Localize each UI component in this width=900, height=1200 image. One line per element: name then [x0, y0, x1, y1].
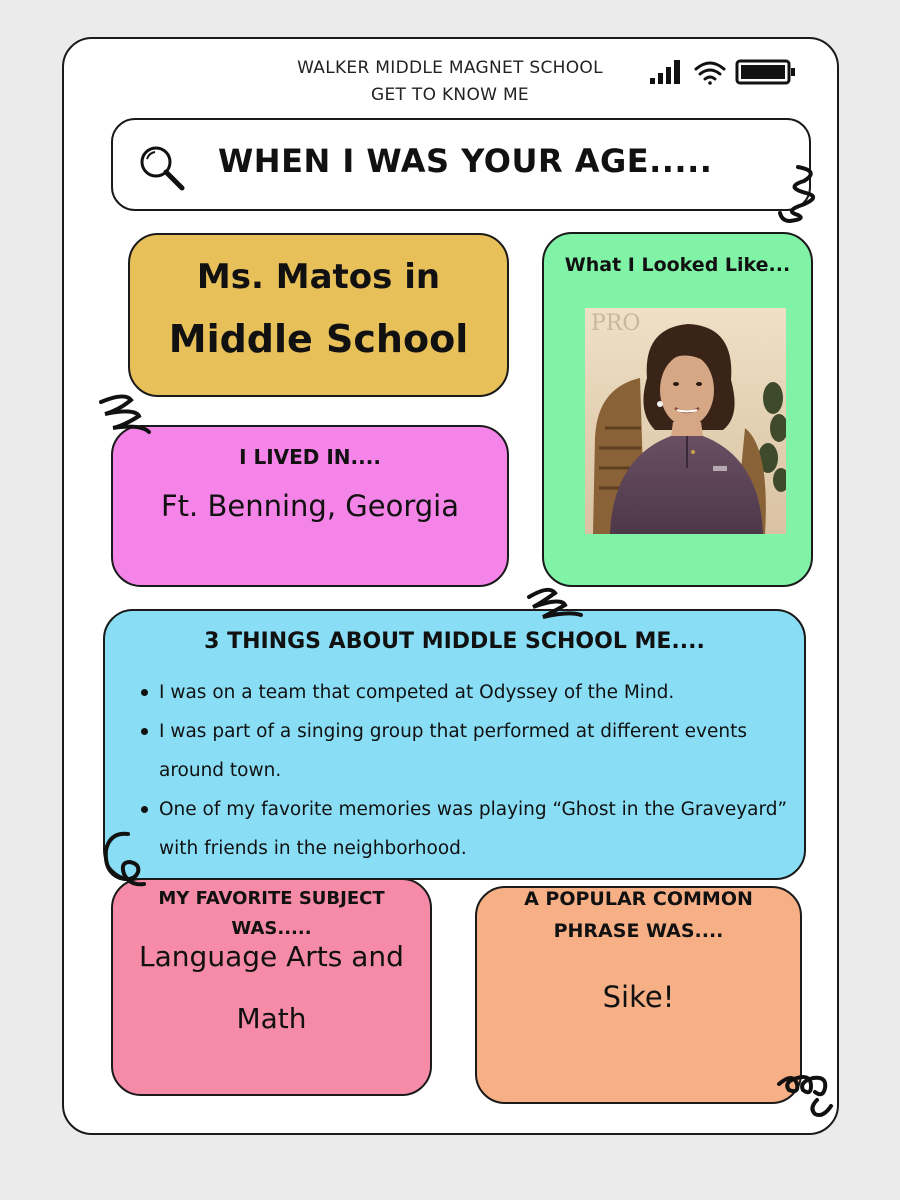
- subject-value-1: Language Arts and: [139, 940, 404, 973]
- signal-bars-icon: [650, 60, 680, 84]
- name-line-1: Ms. Matos in: [196, 257, 441, 297]
- lived-title: I LIVED IN....: [239, 445, 381, 469]
- name-card: [128, 233, 509, 397]
- things-card: [103, 609, 806, 880]
- phrase-card: [475, 886, 802, 1104]
- list-item: One of my favorite memories was playing “Ghost in the Graveyard” with friends in the neighborhood.: [139, 790, 799, 868]
- things-title: 3 THINGS ABOUT MIDDLE SCHOOL ME....: [204, 629, 705, 654]
- page-subtitle: GET TO KNOW ME: [371, 85, 529, 105]
- squiggle-decoration: [98, 828, 148, 890]
- subject-title-1: MY FAVORITE SUBJECT: [158, 888, 385, 909]
- list-item: I was part of a singing group that performed at different events around town.: [139, 712, 799, 790]
- things-list: [139, 673, 799, 868]
- magnifier-icon: [137, 144, 187, 192]
- phrase-value: Sike!: [602, 980, 675, 1014]
- list-item: I was on a team that competed at Odyssey of the Mind.: [139, 673, 799, 712]
- squiggle-decoration: [95, 390, 155, 440]
- school-name: WALKER MIDDLE MAGNET SCHOOL: [297, 58, 603, 78]
- subject-card: [111, 878, 432, 1096]
- subject-title-2: WAS.....: [231, 918, 312, 939]
- svg-text:PRO: PRO: [591, 311, 641, 336]
- lived-card: [111, 425, 509, 587]
- search-bar: [111, 118, 811, 211]
- squiggle-decoration: [525, 583, 585, 628]
- squiggle-decoration: [776, 163, 826, 225]
- phrase-title-1: A POPULAR COMMON: [524, 888, 753, 910]
- phrase-title-2: PHRASE WAS....: [553, 920, 724, 942]
- photo-title: What I Looked Like...: [564, 254, 791, 276]
- portrait-photo: [585, 308, 786, 534]
- search-title: WHEN I WAS YOUR AGE.....: [218, 142, 713, 180]
- battery-icon: [737, 61, 795, 83]
- squiggle-decoration: [775, 1060, 837, 1120]
- lived-value: Ft. Benning, Georgia: [161, 489, 459, 523]
- status-bar: [650, 57, 796, 87]
- photo-card: [542, 232, 813, 587]
- wifi-icon: [696, 63, 724, 85]
- subject-value-2: Math: [236, 1002, 307, 1035]
- name-line-2: Middle School: [168, 317, 469, 361]
